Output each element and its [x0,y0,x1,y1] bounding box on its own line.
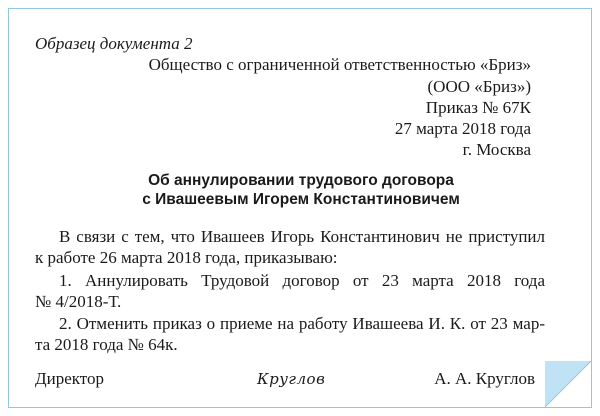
order-city: г. Москва [462,140,531,159]
body-paragraph-1-line-1: В связи с тем, что Ивашеев Игорь Константинович не приступил [59,227,545,246]
body-paragraph-1-line-2: к работе 26 марта 2018 года, приказываю: [35,248,338,267]
signatory-position: Директор [35,369,104,388]
title-line-2: с Ивашеевым Игорем Константиновичем [142,191,460,208]
order-date: 27 марта 2018 года [394,119,531,138]
body-item-1-line-2: № 4/2018-Т. [35,292,122,311]
signatory-name: А. А. Круглов [434,369,535,388]
body-item-2-line-1: 2. Отменить приказ о приеме на работу Ивашеева И. К. от 23 мар- [59,314,545,333]
handwritten-signature: Круглов [257,370,326,388]
title-line-1: Об аннулировании трудового договора [148,172,454,189]
org-full-name: Общество с ограниченной ответственностью «Бриз» [148,55,531,74]
document-sheet [8,8,592,408]
body-item-2-line-2: та 2018 года № 64к. [35,335,178,354]
sample-label: Образец документа 2 [35,34,193,53]
body-item-1-line-1: 1. Аннулировать Трудовой договор от 23 марта 2018 года [59,271,545,290]
order-number: Приказ № 67К [425,98,531,117]
org-short-name: (ООО «Бриз») [427,77,531,96]
page-fold-edge [545,361,591,407]
